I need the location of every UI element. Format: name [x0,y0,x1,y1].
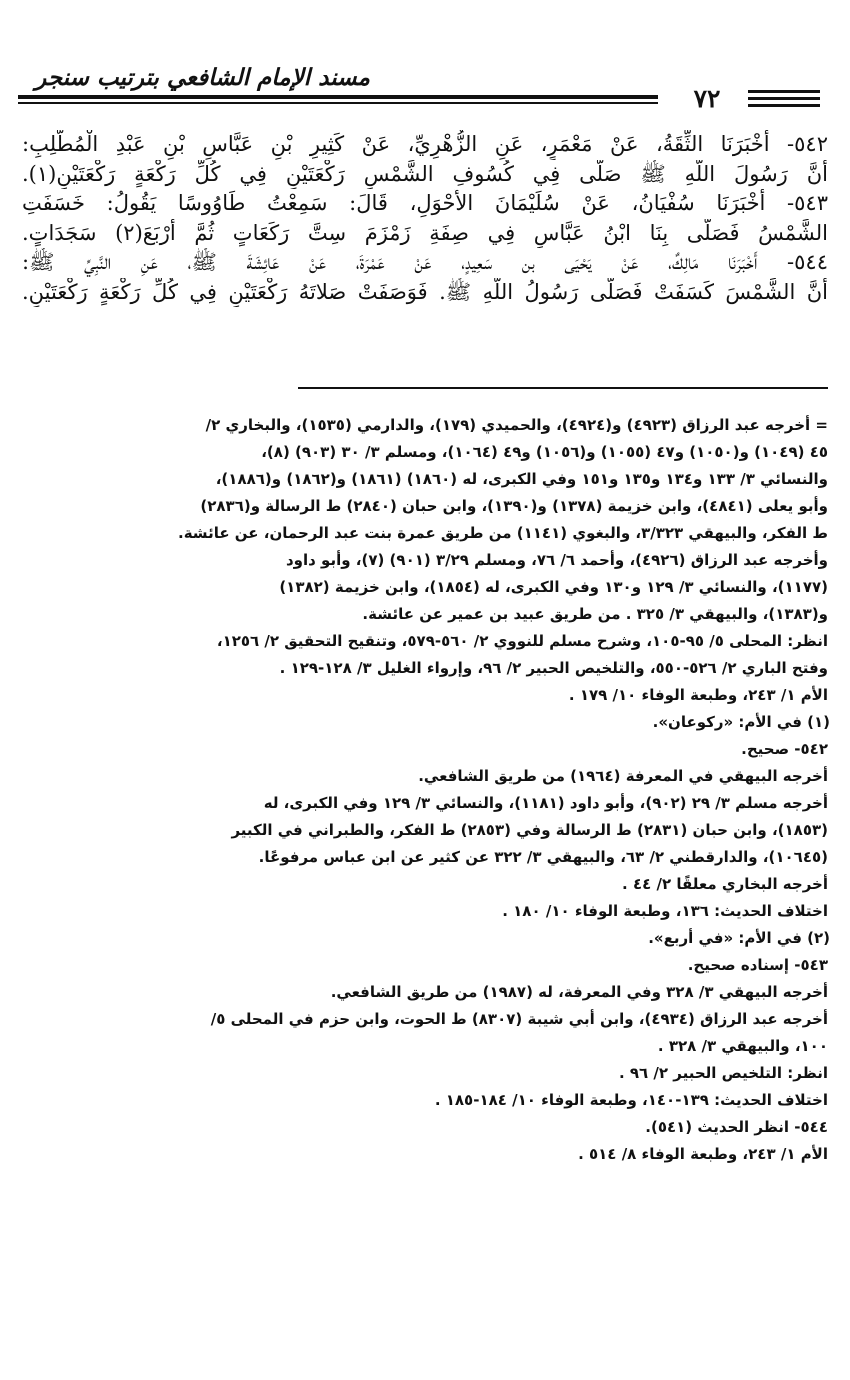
footnote-line: وأبو يعلى (٤٨٤١)، وابن خزيمة (١٣٧٨) و(١٣٩٠)، وابن حبان (٢٨٤٠) ط الرسالة و(٢٨٣٦) [200,497,828,515]
header-marker-bar [748,104,820,107]
footnote-line: ٤٥ (١٠٤٩) و(١٠٥٠) و٤٧ (١٠٥٥) و(١٠٥٦) و٤٩ (١٠٦٤)، ومسلم ٣/ ٣٠ (٩٠٣) (٨)، [261,443,828,461]
hadith-line: ٥٤٣- أَخْبَرَنَا سُفْيَانُ، عَنْ سُلَيْمَانَ الأَحْوَلِ، قَالَ: سَمِعْتُ طَاوُوسًا يَقُولُ: خَسَفَتِ [22,191,828,215]
footnote-line: أخرجه مسلم ٣/ ٢٩ (٩٠٢)، وأبو داود (١١٨١)، والنسائي ٣/ ١٢٩ وفي الكبرى، له [263,794,828,812]
footnote-line: أخرجه البيهقي ٣/ ٣٢٨ وفي المعرفة، له (١٩٨٧) من طريق الشافعي. [330,983,828,1001]
footnote-line: (١١٧٧)، والنسائي ٣/ ١٢٩ و١٣٠ وفي الكبرى، له (١٨٥٤)، وابن خزيمة (١٣٨٢) [279,578,828,596]
hadith-line: ٥٤٢- أَخْبَرَنَا الثِّقَةُ، عَنْ مَعْمَرٍ، عَنِ الزُّهْرِيِّ، عَنْ كَثِيرِ بْنِ عَبَّاسِ بْنِ عَبْدِ الْمُطَّلِبِ: [22,132,828,156]
footnote-marker-2: (٢) في الأم: «في أربع». [648,929,830,947]
footnote-marker-1: (١) في الأم: «ركوعان». [652,713,830,731]
footnote-heading: ٥٤٣- إسناده صحيح. [687,956,828,974]
page-number: ٧٢ [693,84,721,113]
footnote-line: و(١٣٨٣)، والبيهقي ٣/ ٣٢٥ . من طريق عبيد بن عمير عن عائشة. [362,605,828,623]
footnote-line: ١٠٠، والبيهقي ٣/ ٣٢٨ . [657,1037,828,1055]
footnote-line: اختلاف الحديث: ١٣٦، وطبعة الوفاء ١٠/ ١٨٠ . [502,902,828,920]
header-marker-bar [748,97,820,100]
hadith-line: ٥٤٤- أَخْبَرَنَا مَالِكٌ، عَنْ يَحْيَى بن سَعِيدٍ، عَنْ عَمْرَةَ، عَنْ عَائِشَةَ ﷺ، عَنِ النَّبِيِّ ﷺ: [22,250,828,274]
footnote-line: أخرجه عبد الرزاق (٤٩٣٤)، وابن أبي شيبة (٨٣٠٧) ط الحوت، وابن حزم في المحلى ٥/ [210,1010,828,1028]
footnote-line: (١٨٥٣)، وابن حبان (٢٨٣١) ط الرسالة وفي (٢٨٥٣) ط الفكر، والطبراني في الكبير [231,821,828,839]
footnotes [28,412,828,1168]
footnote-line: أخرجه البخاري معلقًا ٢/ ٤٤ . [622,875,828,893]
footnote-heading: ٥٤٢- صحيح. [741,740,828,758]
footnote-line: انظر: المحلى ٥/ ٩٥-١٠٥، وشرح مسلم للنووي ٢/ ٥٦٠-٥٧٩، وتنقيح التحقيق ٢/ ١٢٥٦، [216,632,828,650]
footnote-line: وأخرجه عبد الرزاق (٤٩٢٦)، وأحمد ٦/ ٧٦، ومسلم ٣/٢٩ (٩٠١) (٧)، وأبو داود [285,551,828,569]
footnote-line: انظر: التلخيص الحبير ٢/ ٩٦ . [618,1064,828,1082]
footnote-line: ط الفكر، والبيهقي ٣/٣٢٣، والبغوي (١١٤١) من طريق عمرة بنت عبد الرحمان، عن عائشة. [178,524,828,542]
header-marker-bar [748,90,820,93]
hadith-line: أَنَّ الشَّمْسَ كَسَفَتْ فَصَلَّى رَسُولُ اللَّهِ ﷺ. فَوَصَفَتْ صَلاتَهُ رَكْعَتَيْنِ فِي كُلِّ رَكْعَةٍ رَكْعَتَيْنِ. [22,279,828,304]
footnote-line: الأم ١/ ٢٤٣، وطبعة الوفاء ٨/ ٥١٤ . [578,1145,828,1163]
footnote-line: الأم ١/ ٢٤٣، وطبعة الوفاء ١٠/ ١٧٩ . [568,686,828,704]
footnote-line: (١٠٦٤٥)، والدارقطني ٢/ ٦٣، والبيهقي ٣/ ٣٢٢ عن كثير عن ابن عباس مرفوعًا. [258,848,828,866]
running-header-title: مسند الإمام الشافعي بترتيب سنجر [35,64,370,91]
footnote-line: اختلاف الحديث: ١٣٩-١٤٠، وطبعة الوفاء ١٠/ ١٨٤-١٨٥ . [434,1091,828,1109]
hadith-line: أَنَّ رَسُولَ اللَّهِ ﷺ صَلَّى فِي كُسُوفِ الشَّمْسِ رَكْعَتَيْنِ فِي كُلِّ رَكْعَةٍ رَكْعَتَيْنِ(١). [22,161,828,186]
main-text [22,130,828,307]
footnote-line: = أخرجه عبد الرزاق (٤٩٢٣) و(٤٩٢٤)، والحميدي (١٧٩)، والدارمي (١٥٣٥)، والبخاري ٢/ [205,416,828,434]
footnote-separator [298,387,828,389]
footnote-line: أخرجه البيهقي في المعرفة (١٩٦٤) من طريق الشافعي. [418,767,828,785]
header-rule [18,102,658,104]
footnote-line: والنسائي ٣/ ١٣٣ و١٣٤ و١٣٥ و١٥١ وفي الكبرى، له (١٨٦٠) (١٨٦١) و(١٨٦٢) و(١٨٨٦)، [215,470,828,488]
footnote-heading: ٥٤٤- انظر الحديث (٥٤١). [645,1118,828,1136]
header-rule [18,95,658,99]
hadith-line: الشَّمْسُ فَصَلَّى بِنَا ابْنُ عَبَّاسٍ فِي صِفَةِ زَمْزَمَ سِتَّ رَكَعَاتٍ ثُمَّ أَرْبَعَ(٢) سَجَدَاتٍ. [22,220,828,245]
footnote-line: وفتح الباري ٢/ ٥٢٦-٥٥٠، والتلخيص الحبير ٢/ ٩٦، وإرواء الغليل ٣/ ١٢٨-١٢٩ . [279,659,828,677]
